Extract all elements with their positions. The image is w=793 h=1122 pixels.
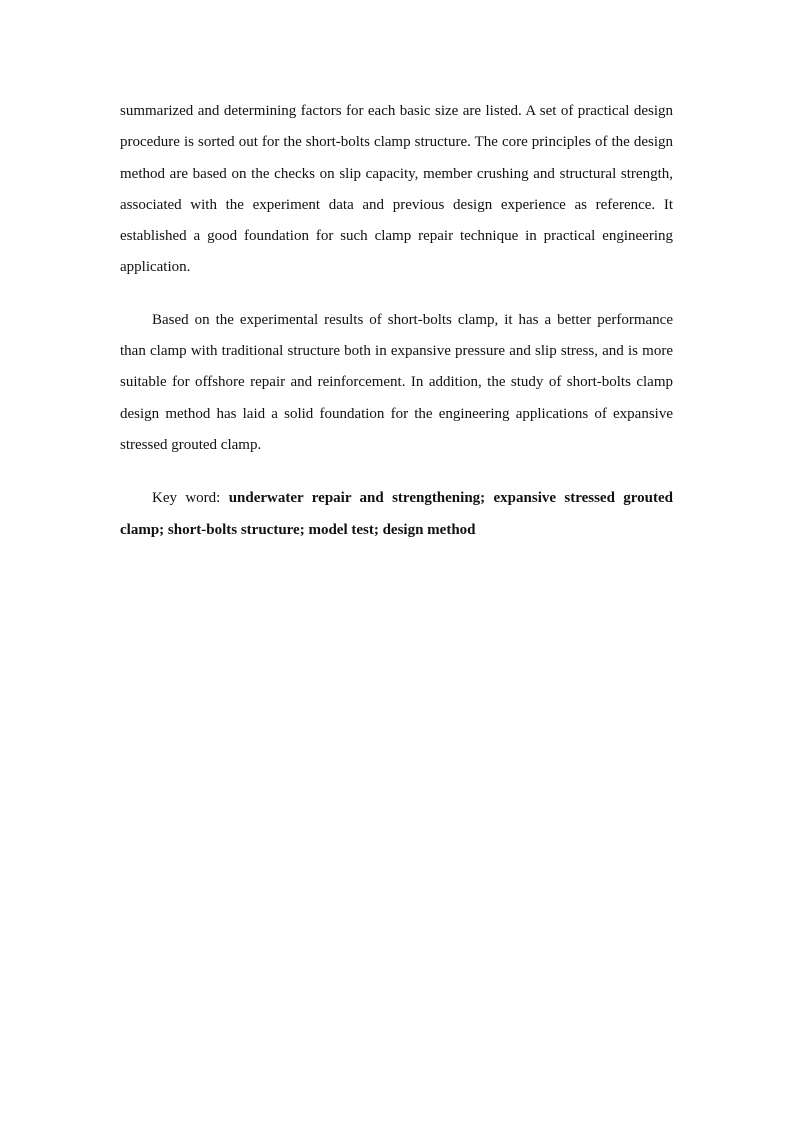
document-page xyxy=(120,96,673,546)
keywords-label: Key word: xyxy=(152,490,229,507)
abstract-paragraph-continued: summarized and determining factors for each basic size are listed. A set of practical design procedure is sorted out for the short-bolts clamp structure. The core principles of the design method are based on the checks on slip capacity, member crushing and structural strength, associated with the experiment data and previous design experience as reference. It established a good foundation for such clamp repair technique in practical engineering application. xyxy=(120,103,673,276)
keywords-line xyxy=(120,483,673,546)
abstract-paragraph-results: Based on the experimental results of short-bolts clamp, it has a better performance than clamp with traditional structure both in expansive pressure and slip stress, and is more suitable for offshore repair and reinforcement. In addition, the study of short-bolts clamp design method has laid a solid foundation for the engineering applications of expansive stressed grouted clamp. xyxy=(120,311,673,453)
keywords-terms: underwater repair and strengthening; expansive stressed grouted clamp; short-bolts structure; model test; design method xyxy=(120,490,673,538)
